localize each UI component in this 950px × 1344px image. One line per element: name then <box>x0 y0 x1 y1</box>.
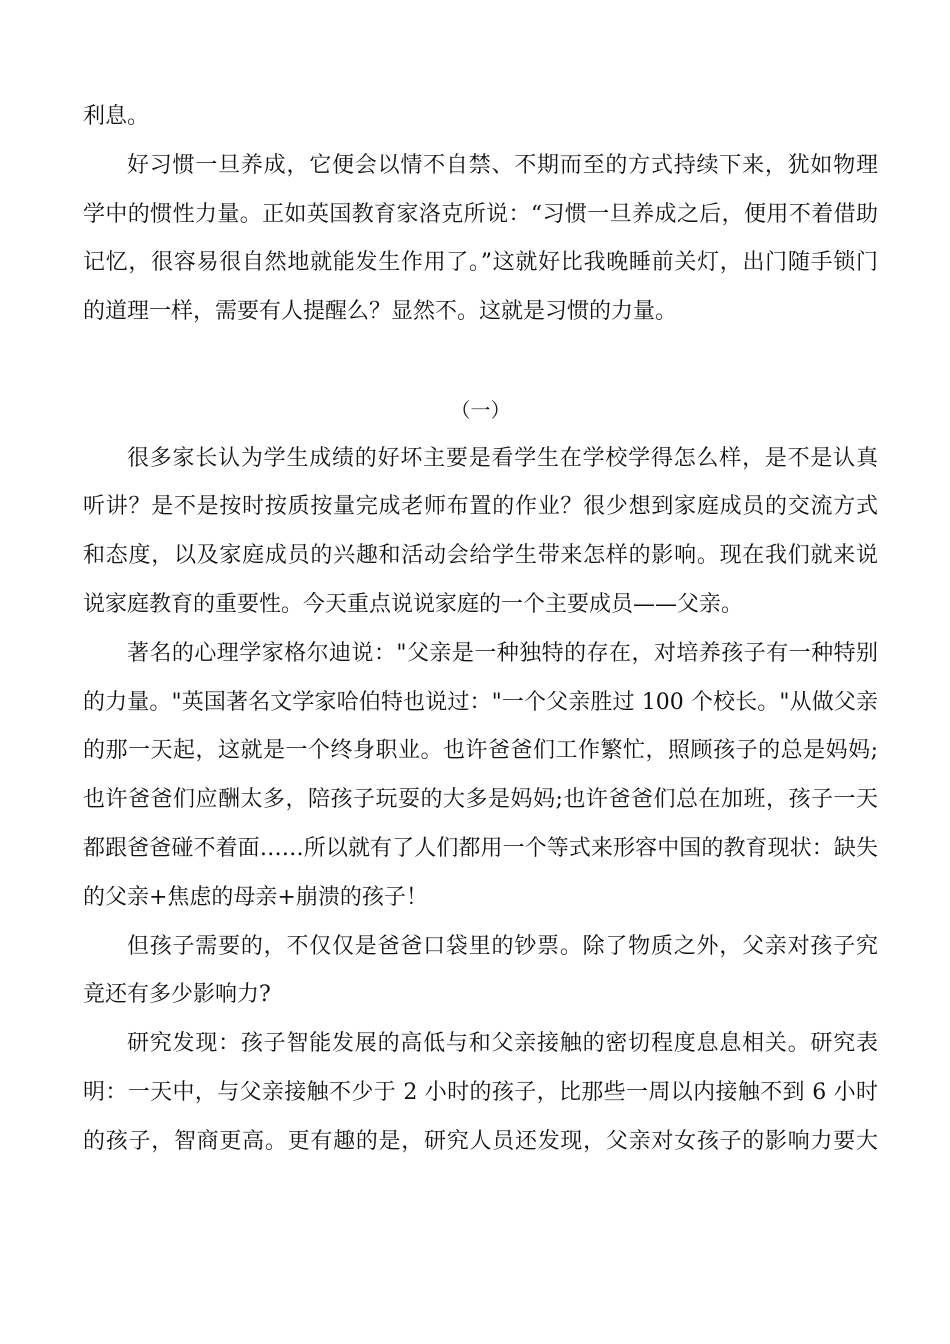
text-line: 记忆，很容易很自然地就能发生作用了。”这就好比我晚睡前关灯，出门随手锁门 <box>83 250 878 276</box>
paragraph-habit <box>83 142 878 337</box>
paragraph-continuation <box>83 93 878 142</box>
text-line: 的那一天起，这就是一个终身职业。也许爸爸们工作繁忙，照顾孩子的总是妈妈; <box>83 738 878 764</box>
text-line: 也许爸爸们应酬太多，陪孩子玩耍的大多是妈妈;也许爸爸们总在加班，孩子一天 <box>83 787 878 813</box>
text-line: 的道理一样，需要有人提醒么？显然不。这就是习惯的力量。 <box>83 299 678 325</box>
paragraph-influence <box>83 923 878 1021</box>
text-line: 很多家长认为学生成绩的好坏主要是看学生在学校学得怎么样，是不是认真 <box>127 445 878 471</box>
paragraph-research <box>83 1020 878 1166</box>
text-line: 的力量。"英国著名文学家哈伯特也说过："一个父亲胜过 100 个校长。"从做父亲 <box>83 689 878 715</box>
text-line: 和态度，以及家庭成员的兴趣和活动会给学生带来怎样的影响。现在我们就来说 <box>83 543 878 569</box>
paragraph-father-quotes <box>83 630 878 923</box>
text-line: 明：一天中，与父亲接触不少于 2 小时的孩子，比那些一周以内接触不到 6 小时 <box>83 1079 878 1105</box>
text-line: 都跟爸爸碰不着面……所以就有了人们都用一个等式来形容中国的教育现状：缺失 <box>83 835 878 861</box>
paragraph-family-education <box>83 435 878 630</box>
text-line: 好习惯一旦养成，它便会以情不自禁、不期而至的方式持续下来，犹如物理 <box>127 152 878 178</box>
text-line: 但孩子需要的，不仅仅是爸爸口袋里的钞票。除了物质之外，父亲对孩子究 <box>127 933 878 959</box>
text-line: 竟还有多少影响力? <box>83 982 271 1008</box>
text-line: 听讲？是不是按时按质按量完成老师布置的作业？很少想到家庭成员的交流方式 <box>83 494 878 520</box>
text-line: 的孩子，智商更高。更有趣的是，研究人员还发现，父亲对女孩子的影响力要大 <box>83 1128 878 1154</box>
text-line: 利息。 <box>83 104 150 129</box>
text-line: 说家庭教育的重要性。今天重点说说家庭的一个主要成员——父亲。 <box>83 591 744 617</box>
text-line: 研究发现：孩子智能发展的高低与和父亲接触的密切程度息息相关。研究表 <box>127 1031 878 1057</box>
text-line: 的父亲+焦虑的母亲+崩溃的孩子！ <box>83 884 428 910</box>
document-page <box>83 93 878 1167</box>
text-line: 学中的惯性力量。正如英国教育家洛克所说：“习惯一旦养成之后，便用不着借助 <box>83 201 878 227</box>
section-heading: （一） <box>450 397 511 422</box>
text-line: 著名的心理学家格尔迪说："父亲是一种独特的存在，对培养孩子有一种特别 <box>127 640 878 666</box>
spacer <box>83 337 878 386</box>
